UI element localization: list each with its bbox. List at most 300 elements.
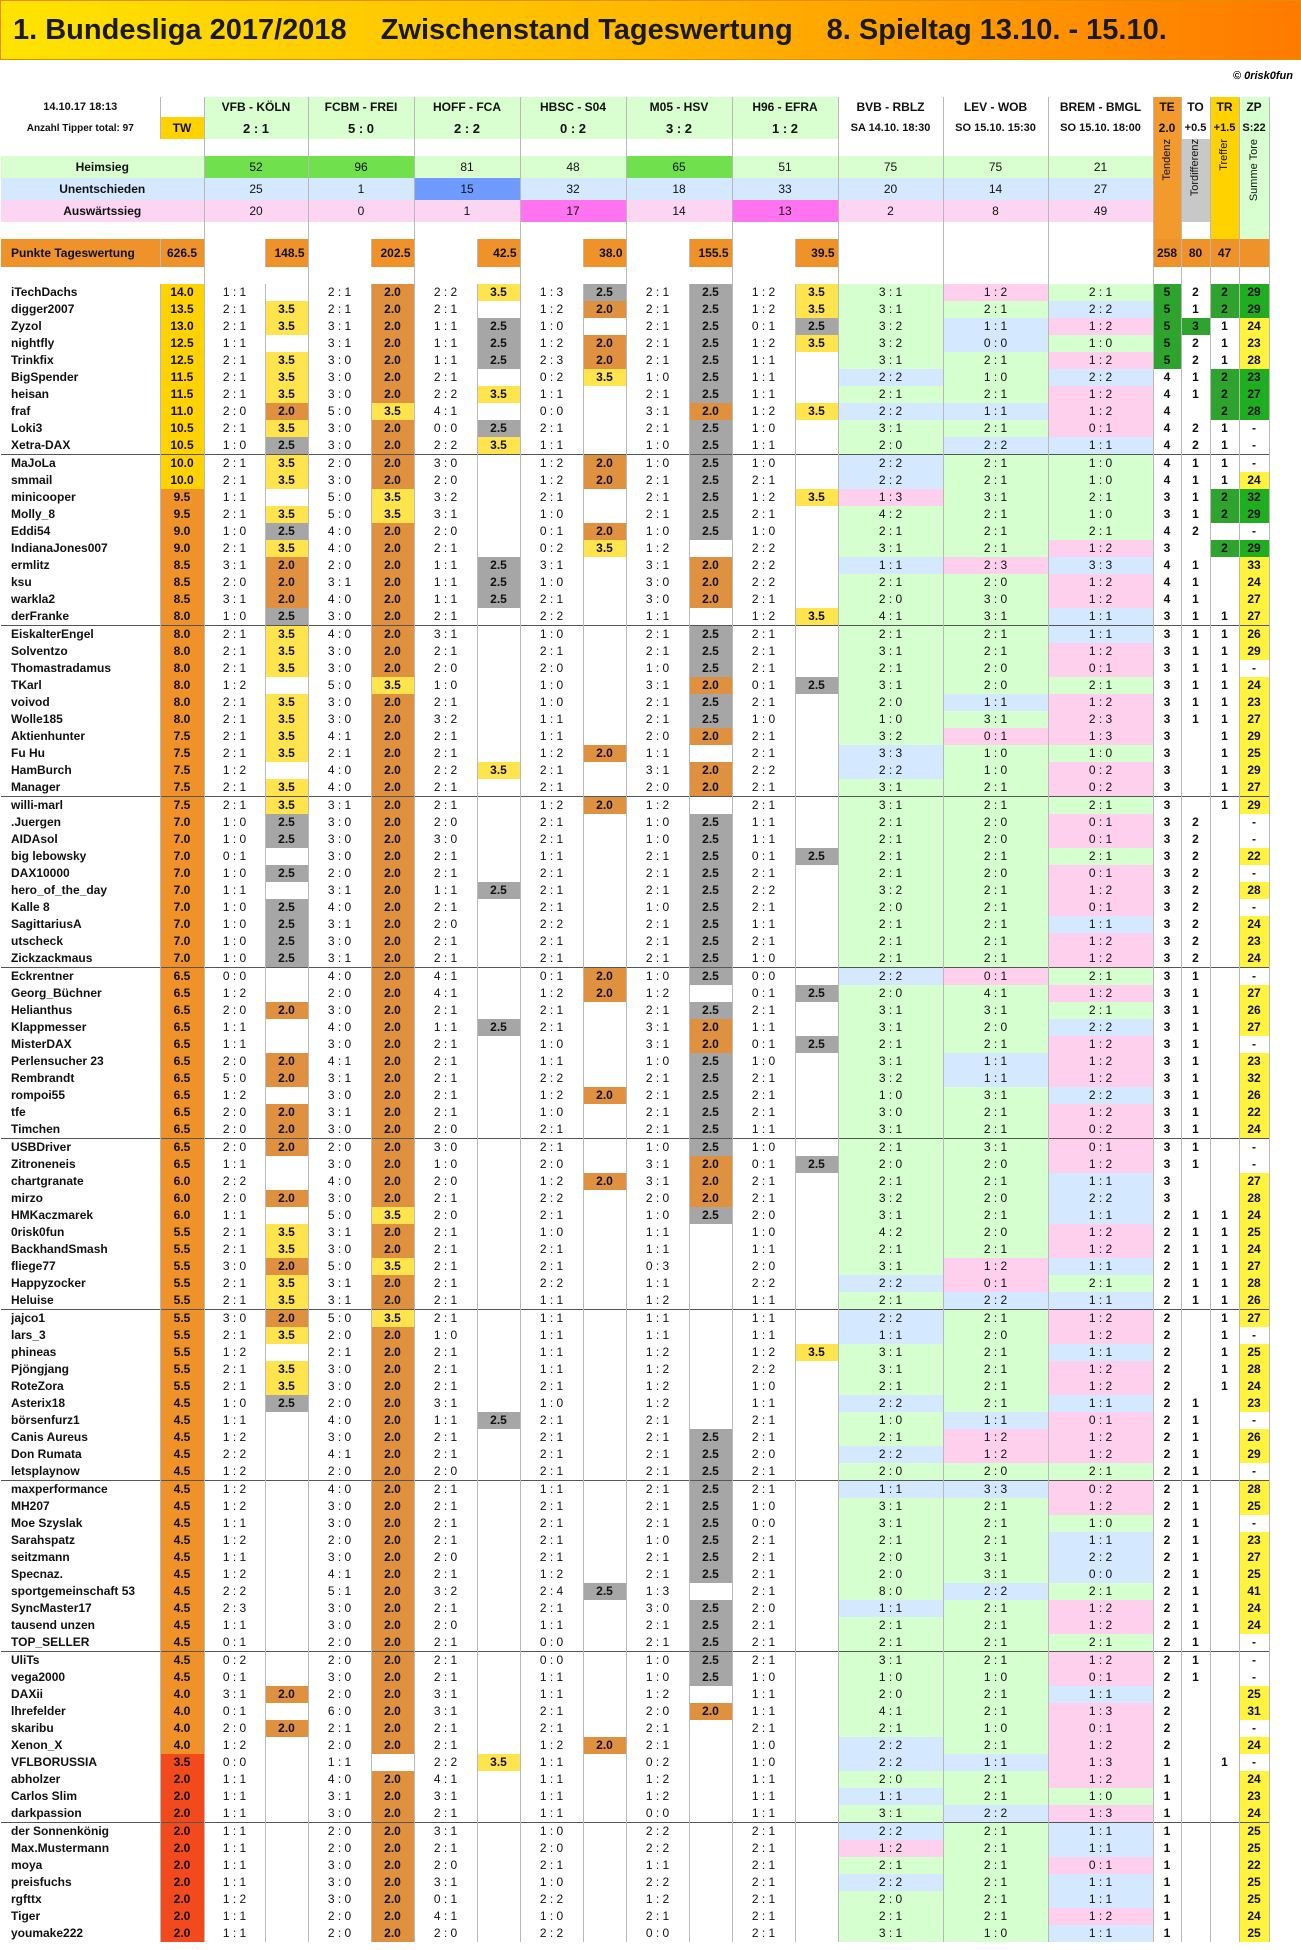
player-points bbox=[477, 1139, 520, 1157]
player-points bbox=[795, 1532, 838, 1549]
player-tip: 1 : 1 bbox=[626, 1241, 689, 1258]
player-tip: 2 : 1 bbox=[1048, 1583, 1153, 1600]
player-points bbox=[265, 1481, 308, 1499]
player-tip: 2 : 1 bbox=[1048, 797, 1153, 815]
spacer bbox=[732, 239, 795, 267]
player-points: 2.0 bbox=[371, 1652, 414, 1670]
player-tr bbox=[1210, 1652, 1239, 1670]
player-te: 1 bbox=[1153, 1874, 1181, 1891]
player-te: 2 bbox=[1153, 1275, 1181, 1292]
player-tip: 2 : 1 bbox=[520, 643, 583, 660]
player-points: 2.5 bbox=[689, 660, 732, 677]
table-row bbox=[1, 1891, 1269, 1908]
player-points bbox=[583, 1771, 626, 1788]
player-tip: 1 : 1 bbox=[204, 1549, 265, 1566]
player-points bbox=[689, 1908, 732, 1925]
player-tip: 0 : 0 bbox=[204, 1754, 265, 1771]
player-tr bbox=[1210, 1412, 1239, 1429]
player-tip: 1 : 1 bbox=[1048, 916, 1153, 933]
player-tip: 2 : 1 bbox=[626, 916, 689, 933]
stat-label-away: Auswärtssieg bbox=[1, 200, 204, 222]
player-tip: 1 : 0 bbox=[732, 1378, 795, 1395]
player-points: 2.0 bbox=[265, 1121, 308, 1139]
stat-value-home: 51 bbox=[732, 156, 838, 178]
spacer bbox=[943, 267, 1048, 284]
player-points bbox=[795, 933, 838, 950]
player-tip: 4 : 0 bbox=[308, 968, 371, 986]
spacer bbox=[732, 222, 838, 239]
player-points: 3.5 bbox=[795, 1344, 838, 1361]
player-points bbox=[795, 1566, 838, 1583]
player-tip: 3 : 0 bbox=[308, 1156, 371, 1173]
player-zp: 25 bbox=[1239, 1498, 1269, 1515]
player-points bbox=[583, 1754, 626, 1771]
player-tr: 1 bbox=[1210, 1327, 1239, 1344]
player-tip: 2 : 0 bbox=[204, 1139, 265, 1157]
player-tip: 4 : 1 bbox=[943, 985, 1048, 1002]
table-row bbox=[1, 1532, 1269, 1549]
player-name: Specnaz. bbox=[1, 1566, 160, 1583]
player-tip: 2 : 1 bbox=[732, 1617, 795, 1634]
player-points bbox=[477, 1190, 520, 1207]
player-points bbox=[265, 335, 308, 352]
player-tip: 2 : 1 bbox=[732, 506, 795, 523]
player-name: .Juergen bbox=[1, 814, 160, 831]
match-name: H96 - EFRA bbox=[732, 97, 838, 117]
player-zp: 25 bbox=[1239, 1925, 1269, 1942]
player-tip: 2 : 2 bbox=[520, 1190, 583, 1207]
player-points: 2.0 bbox=[371, 574, 414, 591]
player-tip: 2 : 1 bbox=[520, 779, 583, 797]
player-tip: 1 : 1 bbox=[204, 1617, 265, 1634]
player-points bbox=[689, 1840, 732, 1857]
player-tip: 2 : 2 bbox=[520, 1070, 583, 1087]
table-row bbox=[1, 156, 1269, 178]
player-tip: 2 : 1 bbox=[943, 1310, 1048, 1328]
player-points: 2.0 bbox=[689, 591, 732, 608]
player-name: rompoi55 bbox=[1, 1087, 160, 1104]
spacer bbox=[838, 222, 943, 239]
player-points bbox=[265, 882, 308, 899]
player-points bbox=[689, 1823, 732, 1841]
player-tip: 2 : 1 bbox=[943, 1634, 1048, 1652]
player-tip: 2 : 1 bbox=[1048, 1634, 1153, 1652]
player-tip: 2 : 1 bbox=[414, 1429, 477, 1446]
player-tip: 1 : 0 bbox=[626, 1532, 689, 1549]
player-tip: 2 : 1 bbox=[414, 797, 477, 815]
player-tip: 3 : 1 bbox=[308, 1224, 371, 1241]
player-tip: 1 : 2 bbox=[204, 1498, 265, 1515]
player-te: 3 bbox=[1153, 489, 1181, 506]
spacer bbox=[626, 222, 732, 239]
stat-value-home: 48 bbox=[520, 156, 626, 178]
player-tip: 2 : 1 bbox=[943, 1173, 1048, 1190]
player-points: 2.0 bbox=[371, 437, 414, 455]
player-tip: 2 : 1 bbox=[732, 694, 795, 711]
player-points bbox=[795, 1327, 838, 1344]
player-tip: 1 : 1 bbox=[732, 1121, 795, 1139]
player-points: 2.0 bbox=[371, 1104, 414, 1121]
player-to: 2 bbox=[1181, 352, 1210, 369]
player-tip: 2 : 1 bbox=[520, 1121, 583, 1139]
player-points: 2.0 bbox=[371, 1771, 414, 1788]
player-points: 2.5 bbox=[689, 711, 732, 728]
player-points bbox=[477, 1703, 520, 1720]
table-row bbox=[1, 1720, 1269, 1737]
player-points: 3.5 bbox=[477, 386, 520, 403]
player-tip: 2 : 0 bbox=[943, 831, 1048, 848]
te-label: TE bbox=[1153, 97, 1181, 117]
player-to bbox=[1181, 1840, 1210, 1857]
player-points bbox=[583, 882, 626, 899]
player-tip: 2 : 1 bbox=[943, 386, 1048, 403]
player-tip: 3 : 1 bbox=[838, 779, 943, 797]
player-tip: 2 : 1 bbox=[626, 1463, 689, 1481]
player-points bbox=[583, 1720, 626, 1737]
player-zp: - bbox=[1239, 831, 1269, 848]
player-tip: 2 : 1 bbox=[204, 1327, 265, 1344]
player-points bbox=[689, 1258, 732, 1275]
table-row bbox=[1, 335, 1269, 352]
player-tip: 3 : 1 bbox=[308, 1275, 371, 1292]
player-zp: 29 bbox=[1239, 728, 1269, 745]
player-tip: 2 : 1 bbox=[943, 1771, 1048, 1788]
player-points bbox=[477, 489, 520, 506]
player-points bbox=[477, 1583, 520, 1600]
player-to: 2 bbox=[1181, 950, 1210, 968]
player-te: 2 bbox=[1153, 1737, 1181, 1754]
player-points bbox=[477, 1344, 520, 1361]
player-points bbox=[795, 950, 838, 968]
zp-label: ZP bbox=[1239, 97, 1269, 117]
player-name: Rembrandt bbox=[1, 1070, 160, 1087]
player-points bbox=[477, 950, 520, 968]
player-tip: 2 : 1 bbox=[520, 831, 583, 848]
player-tip: 1 : 2 bbox=[204, 1344, 265, 1361]
player-tip: 1 : 1 bbox=[732, 1805, 795, 1823]
spacer bbox=[732, 267, 838, 284]
player-points: 2.5 bbox=[689, 1139, 732, 1157]
player-tip: 2 : 1 bbox=[414, 1805, 477, 1823]
spacer bbox=[204, 267, 308, 284]
match-name: BREM - BMGL bbox=[1048, 97, 1153, 117]
player-tip: 2 : 0 bbox=[308, 1840, 371, 1857]
player-tr bbox=[1210, 1515, 1239, 1532]
player-name: Eddi54 bbox=[1, 523, 160, 540]
player-tip: 2 : 1 bbox=[520, 1002, 583, 1019]
player-tip: 2 : 1 bbox=[626, 1412, 689, 1429]
player-points bbox=[795, 1241, 838, 1258]
match-result: SA 14.10. 18:30 bbox=[838, 117, 943, 139]
spacer bbox=[1, 222, 204, 239]
player-tip: 2 : 1 bbox=[414, 1104, 477, 1121]
player-tip: 1 : 0 bbox=[732, 1224, 795, 1241]
player-tip: 3 : 0 bbox=[308, 1361, 371, 1378]
player-tip: 2 : 1 bbox=[204, 1292, 265, 1310]
player-tip: 2 : 1 bbox=[626, 1617, 689, 1634]
player-tip: 1 : 0 bbox=[626, 455, 689, 473]
player-to: 2 bbox=[1181, 916, 1210, 933]
player-points: 2.0 bbox=[371, 1070, 414, 1087]
spacer bbox=[520, 267, 626, 284]
player-points bbox=[689, 1805, 732, 1823]
player-to bbox=[1181, 1771, 1210, 1788]
player-tip: 2 : 1 bbox=[414, 1310, 477, 1328]
spacer bbox=[414, 222, 520, 239]
table-row bbox=[1, 1104, 1269, 1121]
spacer bbox=[1, 267, 204, 284]
player-tip: 3 : 1 bbox=[626, 1019, 689, 1036]
player-to: 1 bbox=[1181, 1429, 1210, 1446]
player-tip: 1 : 2 bbox=[1048, 1446, 1153, 1463]
player-tip: 0 : 1 bbox=[1048, 831, 1153, 848]
table-row bbox=[1, 403, 1269, 420]
player-points: 2.5 bbox=[265, 1395, 308, 1412]
table-row bbox=[1, 1737, 1269, 1754]
player-tr: 2 bbox=[1210, 386, 1239, 403]
player-tip: 2 : 2 bbox=[520, 608, 583, 626]
player-zp: 29 bbox=[1239, 1446, 1269, 1463]
player-points bbox=[583, 1532, 626, 1549]
player-tip: 2 : 1 bbox=[943, 1686, 1048, 1703]
player-name: darkpassion bbox=[1, 1805, 160, 1823]
player-name: seitzmann bbox=[1, 1549, 160, 1566]
player-points bbox=[265, 1874, 308, 1891]
player-name: Thomastradamus bbox=[1, 660, 160, 677]
player-tip: 3 : 0 bbox=[414, 1139, 477, 1157]
player-tip: 2 : 0 bbox=[943, 677, 1048, 694]
player-tip: 2 : 1 bbox=[414, 1087, 477, 1104]
player-to: 2 bbox=[1181, 335, 1210, 352]
player-zp: - bbox=[1239, 1634, 1269, 1652]
player-points bbox=[583, 1053, 626, 1070]
player-te: 4 bbox=[1153, 455, 1181, 473]
player-tip: 2 : 2 bbox=[838, 1737, 943, 1754]
player-tw: 4.5 bbox=[160, 1498, 204, 1515]
player-te: 2 bbox=[1153, 1566, 1181, 1583]
player-tr: 2 bbox=[1210, 506, 1239, 523]
player-tip: 2 : 1 bbox=[1048, 1275, 1153, 1292]
player-tip: 2 : 2 bbox=[838, 968, 943, 986]
player-te: 4 bbox=[1153, 403, 1181, 420]
player-points: 2.5 bbox=[477, 352, 520, 369]
player-zp: - bbox=[1239, 420, 1269, 437]
player-te: 5 bbox=[1153, 301, 1181, 318]
player-tip: 2 : 1 bbox=[520, 1207, 583, 1224]
player-tip: 1 : 2 bbox=[626, 1771, 689, 1788]
player-tw: 2.0 bbox=[160, 1823, 204, 1841]
player-te: 3 bbox=[1153, 626, 1181, 644]
player-tip: 2 : 1 bbox=[838, 1241, 943, 1258]
player-tip: 2 : 2 bbox=[626, 1840, 689, 1857]
player-tr: 1 bbox=[1210, 608, 1239, 626]
player-points bbox=[477, 1720, 520, 1737]
player-points: 2.0 bbox=[371, 968, 414, 986]
player-points: 3.5 bbox=[795, 301, 838, 318]
player-points bbox=[583, 557, 626, 574]
player-tip: 2 : 1 bbox=[414, 608, 477, 626]
player-zp: 29 bbox=[1239, 762, 1269, 779]
player-points: 2.5 bbox=[689, 301, 732, 318]
player-points: 2.0 bbox=[371, 1669, 414, 1686]
table-row bbox=[1, 1686, 1269, 1703]
player-tip: 2 : 1 bbox=[838, 660, 943, 677]
summe-tore-label bbox=[1239, 139, 1269, 222]
player-tip: 1 : 1 bbox=[204, 1788, 265, 1805]
player-tw: 4.0 bbox=[160, 1686, 204, 1703]
player-points: 2.5 bbox=[689, 1652, 732, 1670]
player-points bbox=[583, 1378, 626, 1395]
player-tip: 2 : 1 bbox=[520, 1463, 583, 1481]
stat-value-away: 14 bbox=[626, 200, 732, 222]
player-points: 2.0 bbox=[371, 762, 414, 779]
player-tip: 2 : 1 bbox=[414, 1652, 477, 1670]
table-row bbox=[1, 506, 1269, 523]
player-points: 2.0 bbox=[371, 728, 414, 745]
player-tip: 0 : 0 bbox=[414, 420, 477, 437]
player-points: 2.5 bbox=[689, 848, 732, 865]
player-tip: 2 : 1 bbox=[943, 779, 1048, 797]
player-tip: 2 : 1 bbox=[732, 1532, 795, 1549]
player-name: digger2007 bbox=[1, 301, 160, 318]
player-points: 2.5 bbox=[689, 1207, 732, 1224]
player-tip: 0 : 2 bbox=[1048, 762, 1153, 779]
player-points bbox=[477, 1104, 520, 1121]
player-tw: 2.0 bbox=[160, 1874, 204, 1891]
player-tip: 1 : 2 bbox=[1048, 574, 1153, 591]
player-points bbox=[795, 1686, 838, 1703]
player-tip: 3 : 0 bbox=[943, 591, 1048, 608]
player-points: 3.5 bbox=[265, 643, 308, 660]
player-to: 1 bbox=[1181, 574, 1210, 591]
player-points bbox=[795, 1104, 838, 1121]
player-tip: 2 : 0 bbox=[204, 574, 265, 591]
player-name: Wolle185 bbox=[1, 711, 160, 728]
player-tip: 2 : 0 bbox=[308, 1532, 371, 1549]
player-points: 2.0 bbox=[371, 1532, 414, 1549]
player-points bbox=[583, 1823, 626, 1841]
spacer bbox=[308, 139, 414, 156]
player-tip: 2 : 1 bbox=[732, 1463, 795, 1481]
player-to: 1 bbox=[1181, 1549, 1210, 1566]
player-tip: 2 : 1 bbox=[308, 284, 371, 301]
stat-value-away: 13 bbox=[732, 200, 838, 222]
player-tip: 1 : 1 bbox=[626, 1275, 689, 1292]
player-tip: 1 : 1 bbox=[204, 1840, 265, 1857]
player-points bbox=[477, 1429, 520, 1446]
player-points bbox=[795, 1121, 838, 1139]
player-tip: 1 : 2 bbox=[1048, 318, 1153, 335]
player-points: 3.5 bbox=[265, 1292, 308, 1310]
table-row bbox=[1, 1002, 1269, 1019]
player-tip: 2 : 1 bbox=[414, 1275, 477, 1292]
player-tw: 6.5 bbox=[160, 1121, 204, 1139]
player-tip: 4 : 1 bbox=[308, 1566, 371, 1583]
player-points bbox=[583, 1121, 626, 1139]
player-tip: 2 : 1 bbox=[626, 1549, 689, 1566]
player-tw: 9.5 bbox=[160, 506, 204, 523]
player-tip: 2 : 0 bbox=[943, 1463, 1048, 1481]
stat-value-home: 96 bbox=[308, 156, 414, 178]
player-points bbox=[265, 1087, 308, 1104]
player-tr bbox=[1210, 523, 1239, 540]
player-zp: 27 bbox=[1239, 985, 1269, 1002]
player-tip: 1 : 2 bbox=[626, 1891, 689, 1908]
player-points bbox=[477, 506, 520, 523]
player-to: 1 bbox=[1181, 1617, 1210, 1634]
player-points: 2.5 bbox=[689, 489, 732, 506]
player-name: Canis Aureus bbox=[1, 1429, 160, 1446]
player-tip: 1 : 1 bbox=[1048, 1207, 1153, 1224]
player-te: 2 bbox=[1153, 1241, 1181, 1258]
player-tip: 2 : 1 bbox=[204, 660, 265, 677]
player-points bbox=[265, 1412, 308, 1429]
player-tip: 2 : 2 bbox=[520, 1925, 583, 1942]
player-tip: 0 : 1 bbox=[943, 1275, 1048, 1292]
table-row bbox=[1, 933, 1269, 950]
player-tip: 1 : 1 bbox=[626, 608, 689, 626]
player-points bbox=[795, 1292, 838, 1310]
spacer bbox=[1, 139, 204, 156]
player-tip: 3 : 0 bbox=[308, 1891, 371, 1908]
player-tip: 2 : 0 bbox=[308, 1634, 371, 1652]
player-points: 2.0 bbox=[371, 1617, 414, 1634]
player-tip: 1 : 1 bbox=[943, 318, 1048, 335]
player-tip: 2 : 1 bbox=[204, 472, 265, 489]
player-zp: 27 bbox=[1239, 608, 1269, 626]
player-to: 1 bbox=[1181, 1463, 1210, 1481]
player-tip: 2 : 0 bbox=[626, 779, 689, 797]
player-zp: 32 bbox=[1239, 1070, 1269, 1087]
player-name: Asterix18 bbox=[1, 1395, 160, 1412]
player-points bbox=[477, 540, 520, 557]
stat-value-home: 81 bbox=[414, 156, 520, 178]
table-row bbox=[1, 916, 1269, 933]
player-tip: 3 : 1 bbox=[838, 797, 943, 815]
table-row bbox=[1, 1087, 1269, 1104]
player-tw: 13.0 bbox=[160, 318, 204, 335]
player-tip: 3 : 0 bbox=[308, 420, 371, 437]
player-points: 2.0 bbox=[265, 1686, 308, 1703]
player-points bbox=[583, 1019, 626, 1036]
player-to: 1 bbox=[1181, 1498, 1210, 1515]
player-points: 3.5 bbox=[795, 608, 838, 626]
player-name: nightfly bbox=[1, 335, 160, 352]
player-tip: 1 : 2 bbox=[1048, 1310, 1153, 1328]
player-zp: 28 bbox=[1239, 352, 1269, 369]
player-tip: 2 : 0 bbox=[626, 728, 689, 745]
player-tip: 1 : 2 bbox=[1048, 1036, 1153, 1053]
player-tip: 1 : 0 bbox=[626, 523, 689, 540]
player-points bbox=[795, 1857, 838, 1874]
player-te: 3 bbox=[1153, 831, 1181, 848]
player-points: 2.5 bbox=[795, 848, 838, 865]
player-points bbox=[689, 1874, 732, 1891]
player-to: 1 bbox=[1181, 1566, 1210, 1583]
player-points bbox=[583, 1036, 626, 1053]
spacer bbox=[204, 239, 265, 267]
player-te: 3 bbox=[1153, 933, 1181, 950]
player-tip: 3 : 1 bbox=[943, 1002, 1048, 1019]
player-points: 2.0 bbox=[371, 1925, 414, 1942]
player-tip: 1 : 0 bbox=[520, 1395, 583, 1412]
player-zp: - bbox=[1239, 455, 1269, 473]
player-tip: 2 : 1 bbox=[520, 1857, 583, 1874]
player-name: EiskalterEngel bbox=[1, 626, 160, 644]
player-tip: 3 : 3 bbox=[838, 745, 943, 762]
player-te: 3 bbox=[1153, 1002, 1181, 1019]
player-name: der Sonnenkönig bbox=[1, 1823, 160, 1841]
